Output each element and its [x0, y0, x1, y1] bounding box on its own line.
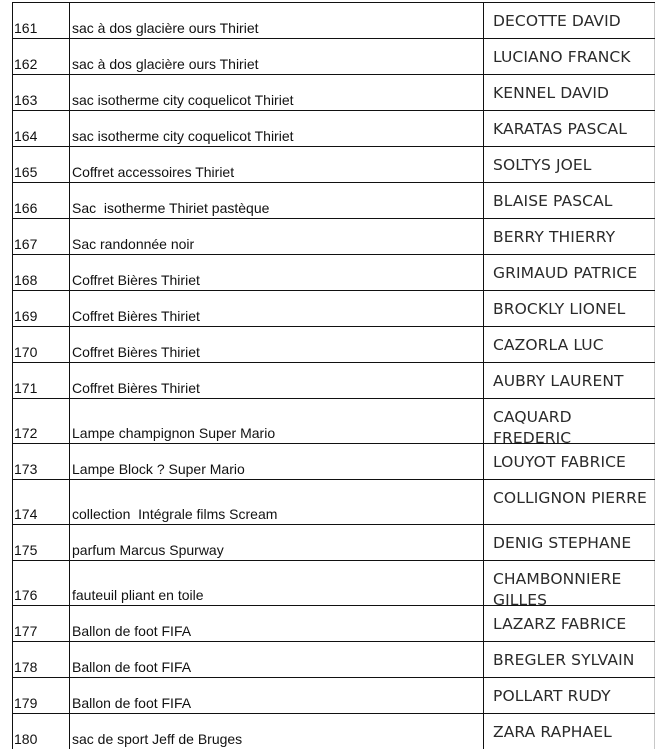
table-row — [12, 362, 655, 398]
lot-number-cell: 166 — [12, 183, 69, 218]
lot-number-cell: 164 — [12, 111, 69, 146]
table-row — [12, 605, 655, 641]
prize-item-cell: sac isotherme city coquelicot Thiriet — [69, 75, 483, 110]
table-row — [12, 254, 655, 290]
lot-number-cell: 176 — [12, 561, 69, 605]
winner-name-cell: CHAMBONNIERE GILLES — [483, 561, 655, 605]
winner-name-cell: LAZARZ FABRICE — [483, 606, 655, 641]
lot-number-cell: 179 — [12, 678, 69, 713]
prize-item-cell: sac isotherme city coquelicot Thiriet — [69, 111, 483, 146]
table-row — [12, 713, 655, 749]
table-row — [12, 677, 655, 713]
prize-item-cell: Coffret Bières Thiriet — [69, 327, 483, 362]
lot-number-cell: 172 — [12, 399, 69, 443]
table-row — [12, 290, 655, 326]
winner-name-cell: LOUYOT FABRICE — [483, 444, 655, 479]
winner-name-cell: DENIG STEPHANE — [483, 525, 655, 560]
table-row — [12, 326, 655, 362]
prize-item-cell: Coffret Bières Thiriet — [69, 363, 483, 398]
lot-number-cell: 180 — [12, 714, 69, 749]
winner-name-cell: CAQUARD FREDERIC — [483, 399, 655, 443]
table-row — [12, 479, 655, 524]
prize-item-cell: collection Intégrale films Scream — [69, 480, 483, 524]
winner-name-cell: BROCKLY LIONEL — [483, 291, 655, 326]
lot-number-cell: 173 — [12, 444, 69, 479]
lot-number-cell: 174 — [12, 480, 69, 524]
prize-item-cell: sac à dos glacière ours Thiriet — [69, 39, 483, 74]
winner-name-cell: AUBRY LAURENT — [483, 363, 655, 398]
table-row — [12, 641, 655, 677]
table-row — [12, 38, 655, 74]
lot-number-cell: 168 — [12, 255, 69, 290]
winner-name-cell: CAZORLA LUC — [483, 327, 655, 362]
table-row — [12, 182, 655, 218]
table-row — [12, 146, 655, 182]
table-row — [12, 2, 655, 38]
lot-number-cell: 163 — [12, 75, 69, 110]
prize-item-cell: parfum Marcus Spurway — [69, 525, 483, 560]
prize-item-cell: Sac isotherme Thiriet pastèque — [69, 183, 483, 218]
winner-name-cell: ZARA RAPHAEL — [483, 714, 655, 749]
lot-number-cell: 171 — [12, 363, 69, 398]
prize-item-cell: Ballon de foot FIFA — [69, 642, 483, 677]
prize-item-cell: sac à dos glacière ours Thiriet — [69, 3, 483, 38]
prize-item-cell: sac de sport Jeff de Bruges — [69, 714, 483, 749]
prize-item-cell: Ballon de foot FIFA — [69, 606, 483, 641]
winner-name-cell: BREGLER SYLVAIN — [483, 642, 655, 677]
lot-number-cell: 170 — [12, 327, 69, 362]
winner-name-cell: SOLTYS JOEL — [483, 147, 655, 182]
lot-number-cell: 165 — [12, 147, 69, 182]
table-row — [12, 74, 655, 110]
winner-name-cell: KENNEL DAVID — [483, 75, 655, 110]
table-row — [12, 218, 655, 254]
prize-item-cell: fauteuil pliant en toile — [69, 561, 483, 605]
table-row — [12, 560, 655, 609]
prize-item-cell: Ballon de foot FIFA — [69, 678, 483, 713]
prize-item-cell: Coffret Bières Thiriet — [69, 255, 483, 290]
table-row — [12, 398, 655, 447]
table-row — [12, 443, 655, 479]
winner-name-cell: POLLART RUDY — [483, 678, 655, 713]
lot-number-cell: 175 — [12, 525, 69, 560]
winner-name-cell: COLLIGNON PIERRE — [483, 480, 655, 524]
prize-winners-table — [12, 2, 655, 749]
winner-name-cell: KARATAS PASCAL — [483, 111, 655, 146]
winner-name-cell: LUCIANO FRANCK — [483, 39, 655, 74]
prize-item-cell: Lampe champignon Super Mario — [69, 399, 483, 443]
prize-item-cell: Coffret accessoires Thiriet — [69, 147, 483, 182]
prize-item-cell: Coffret Bières Thiriet — [69, 291, 483, 326]
winner-name-cell: BLAISE PASCAL — [483, 183, 655, 218]
lot-number-cell: 169 — [12, 291, 69, 326]
prize-item-cell: Lampe Block ? Super Mario — [69, 444, 483, 479]
winner-name-cell: BERRY THIERRY — [483, 219, 655, 254]
lot-number-cell: 161 — [12, 3, 69, 38]
lot-number-cell: 162 — [12, 39, 69, 74]
winner-name-cell: GRIMAUD PATRICE — [483, 255, 655, 290]
prize-item-cell: Sac randonnée noir — [69, 219, 483, 254]
winner-name-cell: DECOTTE DAVID — [483, 3, 655, 38]
table-row — [12, 110, 655, 146]
lot-number-cell: 178 — [12, 642, 69, 677]
table-row — [12, 524, 655, 560]
lot-number-cell: 177 — [12, 606, 69, 641]
lot-number-cell: 167 — [12, 219, 69, 254]
